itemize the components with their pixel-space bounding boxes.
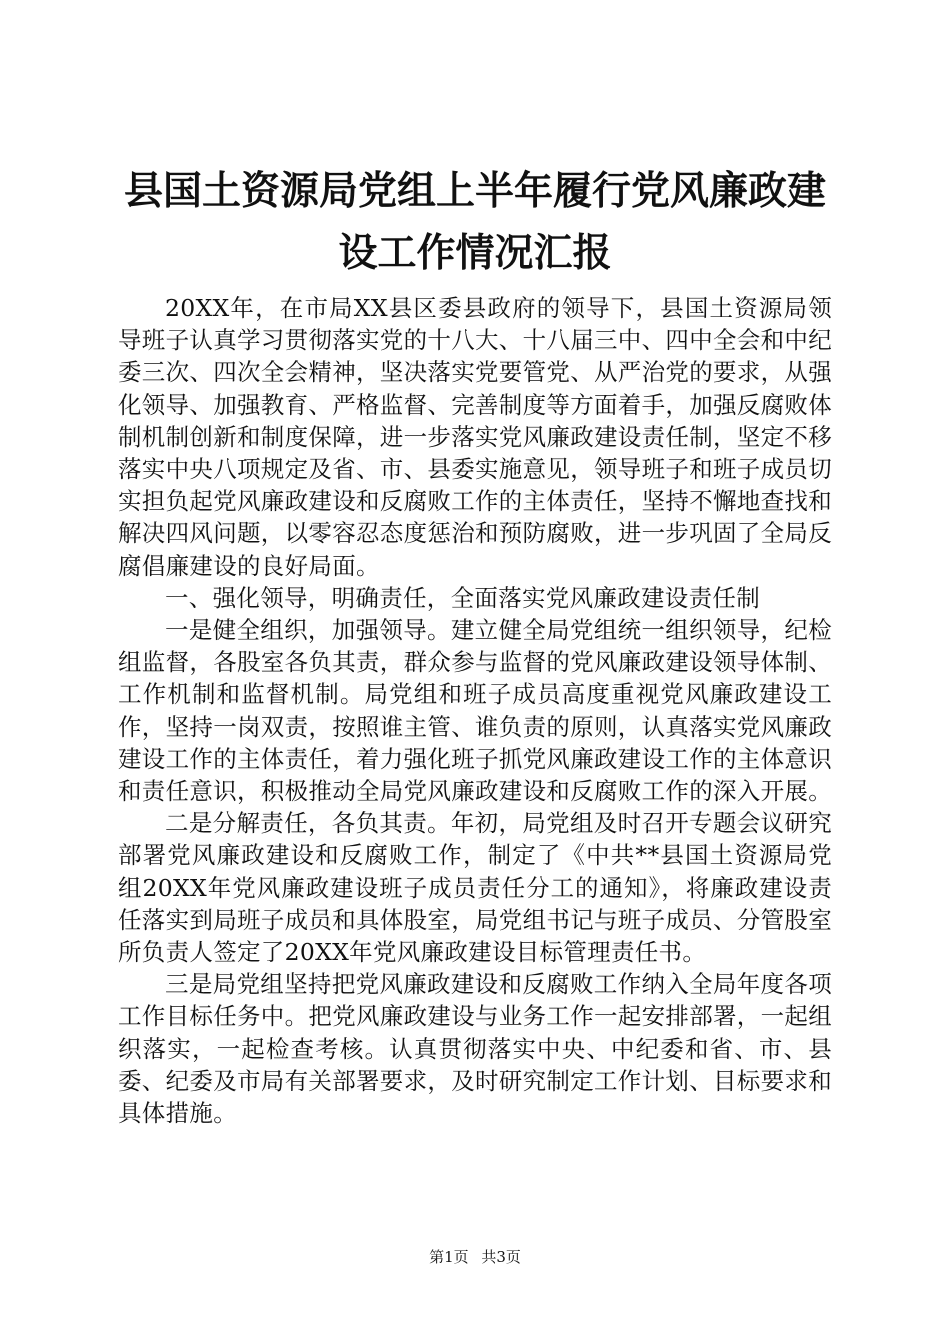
paragraph-intro: 20XX年，在市局XX县区委县政府的领导下，县国土资源局领导班子认真学习贯彻落实党的十八大、十八届三中、四中全会和中纪委三次、四次全会精神，坚决落实党要管党、从严治党的要求，从强化领导、加强教育、严格监督、完善制度等方面着手，加强反腐败体制机制创新和制度保障，进一步落实党风廉政建设责任制，坚定不移落实中央八项规定及省、市、县委实施意见，领导班子和班子成员切实担负起党风廉政建设和反腐败工作的主体责任，坚持不懈地查找和解决四风问题，以零容忍态度惩治和预防腐败，进一步巩固了全局反腐倡廉建设的良好局面。 (118, 294, 832, 580)
paragraph-item-2: 二是分解责任，各负其责。年初，局党组及时召开专题会议研究部署党风廉政建设和反腐败工作，制定了《中共**县国土资源局党组20XX年党风廉政建设班子成员责任分工的通知》，将廉政建设责任落实到局班子成员和具体股室，局党组书记与班子成员、分管股室所负责人签定了20XX年党风廉政建设目标管理责任书。 (118, 809, 832, 967)
section-heading-1: 一、强化领导，明确责任，全面落实党风廉政建设责任制 (165, 583, 760, 612)
page-number-current: 第1页 (429, 1248, 469, 1266)
document-body (118, 292, 832, 1129)
page-footer (0, 1247, 950, 1267)
page-number-total: 共3页 (481, 1248, 521, 1266)
paragraph-item-1: 一是健全组织，加强领导。建立健全局党组统一组织领导，纪检组监督，各股室各负其责，群众参与监督的党风廉政建设领导体制、工作机制和监督机制。局党组和班子成员高度重视党风廉政建设工作，坚持一岗双责，按照谁主管、谁负责的原则，认真落实党风廉政建设工作的主体责任，着力强化班子抓党风廉政建设工作的主体意识和责任意识，积极推动全局党风廉政建设和反腐败工作的深入开展。 (118, 616, 832, 806)
paragraph-item-3: 三是局党组坚持把党风廉政建设和反腐败工作纳入全局年度各项工作目标任务中。把党风廉政建设与业务工作一起安排部署，一起组织落实，一起检查考核。认真贯彻落实中央、中纪委和省、市、县委、纪委及市局有关部署要求，及时研究制定工作计划、目标要求和具体措施。 (118, 970, 832, 1128)
document-title: 县国土资源局党组上半年履行党风廉政建设工作情况汇报 (123, 168, 826, 276)
